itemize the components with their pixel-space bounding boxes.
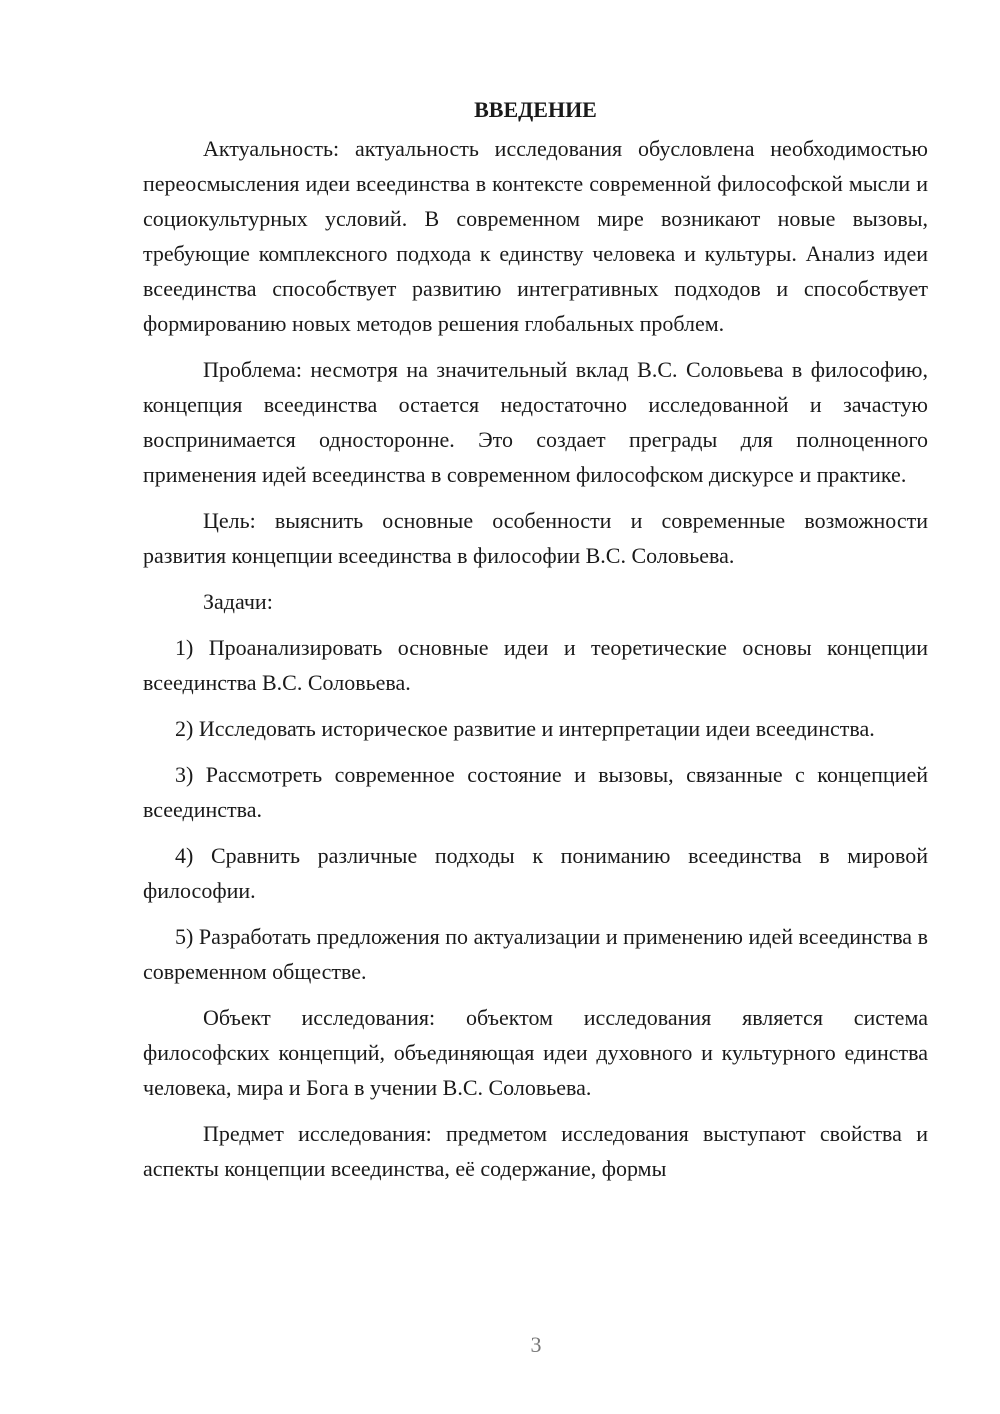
paragraph-relevance: Актуальность: актуальность исследования обусловлена необходимостью переосмысления идеи всеединства в контексте современной философской мысли и социокультурных условий. В современном мире возникают новые вызовы, требующие комплексного подхода к единству человека и культуры. Анализ идеи всеединства способствует развитию интегративных подходов и способствует формированию новых методов решения глобальных проблем.: [143, 136, 928, 336]
task-item-3: 3) Рассмотреть современное состояние и вызовы, связанные с концепцией всеединства.: [143, 762, 928, 822]
tasks-heading: Задачи:: [203, 589, 273, 614]
page-number: 3: [530, 1332, 542, 1357]
paragraph-subject: Предмет исследования: предметом исследования выступают свойства и аспекты концепции всеединства, её содержание, формы: [143, 1121, 928, 1181]
page-content: [143, 92, 928, 1197]
paragraph-goal: Цель: выяснить основные особенности и современные возможности развития концепции всеединства в философии В.С. Соловьева.: [143, 508, 928, 568]
task-item-1: 1) Проанализировать основные идеи и теоретические основы концепции всеединства В.С. Соловьева.: [143, 635, 928, 695]
task-item-4: 4) Сравнить различные подходы к пониманию всеединства в мировой философии.: [143, 843, 928, 903]
paragraph-problem: Проблема: несмотря на значительный вклад В.С. Соловьева в философию, концепция всеединства остается недостаточно исследованной и зачастую воспринимается односторонне. Это создает преграды для полноценного применения идей всеединства в современном философском дискурсе и практике.: [143, 357, 928, 487]
task-item-5: 5) Разработать предложения по актуализации и применению идей всеединства в современном обществе.: [143, 924, 928, 984]
task-item-2: 2) Исследовать историческое развитие и интерпретации идеи всеединства.: [175, 716, 875, 741]
section-title: ВВЕДЕНИЕ: [474, 97, 597, 122]
paragraph-object: Объект исследования: объектом исследования является система философских концепций, объединяющая идеи духовного и культурного единства человека, мира и Бога в учении В.С. Соловьева.: [143, 1005, 928, 1100]
